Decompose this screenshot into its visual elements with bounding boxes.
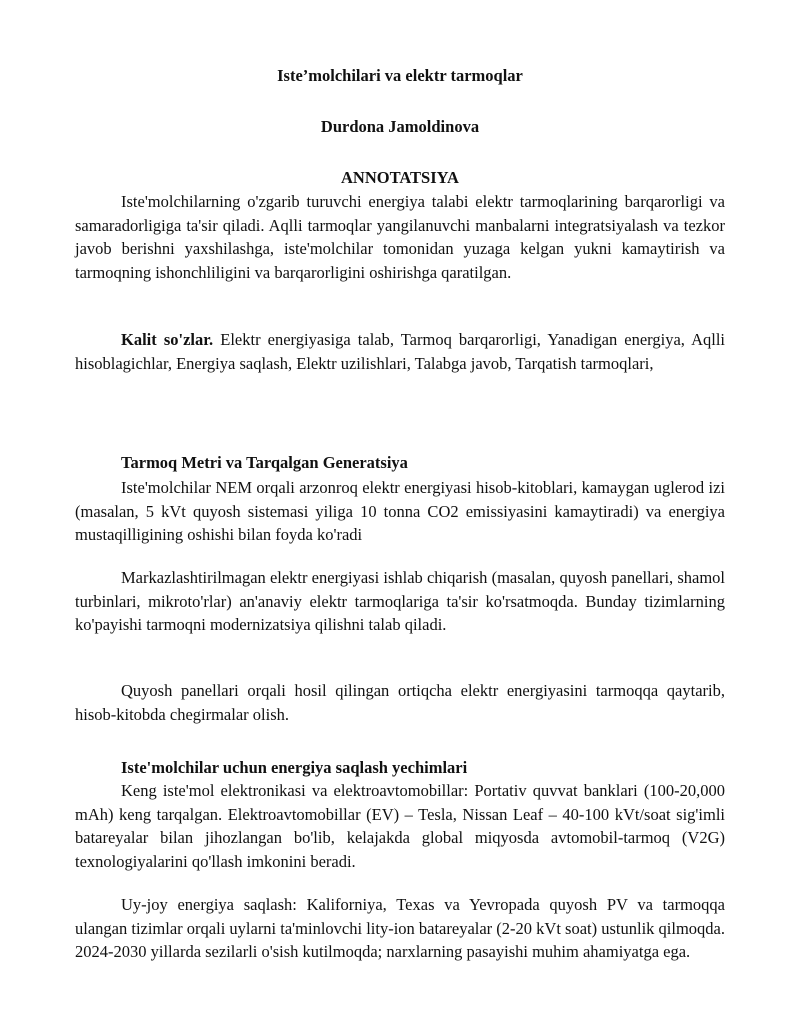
section-paragraph: Iste'molchilar NEM orqali arzonroq elektr energiyasi hisob-kitoblari, kamaygan uglerod izi (masalan, 5 kVt quyosh sistemasi yiliga 10 tonna CO2 emissiyasini kamaytiradi) va energiya mustaqilligining oshishi bilan foyda ko'radi [75,478,725,545]
author-name: Durdona Jamoldinova [320,117,480,136]
section-paragraph: Keng iste'mol elektronikasi va elektroavtomobillar: Portativ quvvat banklari (100-20,000 mAh) keng tarqalgan. Elektroavtomobillar (EV) – Tesla, Nissan Leaf – 40-100 kVt/soat sig'imli batareyalar bilan jihozlangan bo'lib, kelajakda global miqyosda avtomobil-tarmoq (V2G) texnologiyalarini qo'llash imkonini beradi. [75,781,725,871]
keywords-label: Kalit so'zlar. [121,330,214,349]
abstract-paragraph: Iste'molchilarning o'zgarib turuvchi energiya talabi elektr tarmoqlarining barqarorligi va samaradorligiga ta'sir qiladi. Aqlli tarmoqlar yangilanuvchi manbalarni integratsiyalash va tezkor javob berishni yaxshilashga, iste'molchilar tomonidan yuzaga kelgan yukni kamaytirish va tarmoqning ishonchliligini va barqarorligini oshirishga qaratilgan. [75,192,725,282]
section-heading-net-metering: Tarmoq Metri va Tarqalgan Generatsiya [121,453,408,472]
section-paragraph: Quyosh panellari orqali hosil qilingan ortiqcha elektr energiyasini tarmoqqa qaytarib, hisob-kitobda chegirmalar olish. [75,681,725,724]
section-paragraph: Markazlashtirilmagan elektr energiyasi ishlab chiqarish (masalan, quyosh panellari, shamol turbinlari, mikroto'rlar) an'anaviy elektr tarmoqlariga ta'sir ko'rsatmoqda. Bunday tizimlarning ko'payishi tarmoqni modernizatsiya qilishni talab qiladi. [75,568,725,635]
keywords-text: Elektr energiyasiga talab, Tarmoq barqarorligi, Yanadigan energiya, Aqlli hisoblagichlar, Energiya saqlash, Elektr uzilishlari, Talabga javob, Tarqatish tarmoqlari, [75,330,725,373]
paper-title: Iste’molchilari va elektr tarmoqlar [277,66,523,85]
keywords-paragraph [75,328,725,375]
section-paragraph: Uy-joy energiya saqlash: Kaliforniya, Texas va Yevropada quyosh PV va tarmoqqa ulangan tizimlar orqali uylarni ta'minlovchi lity-ion batareyalar (2-20 kVt soat) ustunlik qilmoqda. 2024-2030 yillarda sezilarli o'sish kutilmoqda; narxlarning pasayishi muhim ahamiyatga ega. [75,895,725,962]
section-heading-energy-storage: Iste'molchilar uchun energiya saqlash yechimlari [121,758,468,777]
abstract-heading: ANNOTATSIYA [341,168,459,187]
